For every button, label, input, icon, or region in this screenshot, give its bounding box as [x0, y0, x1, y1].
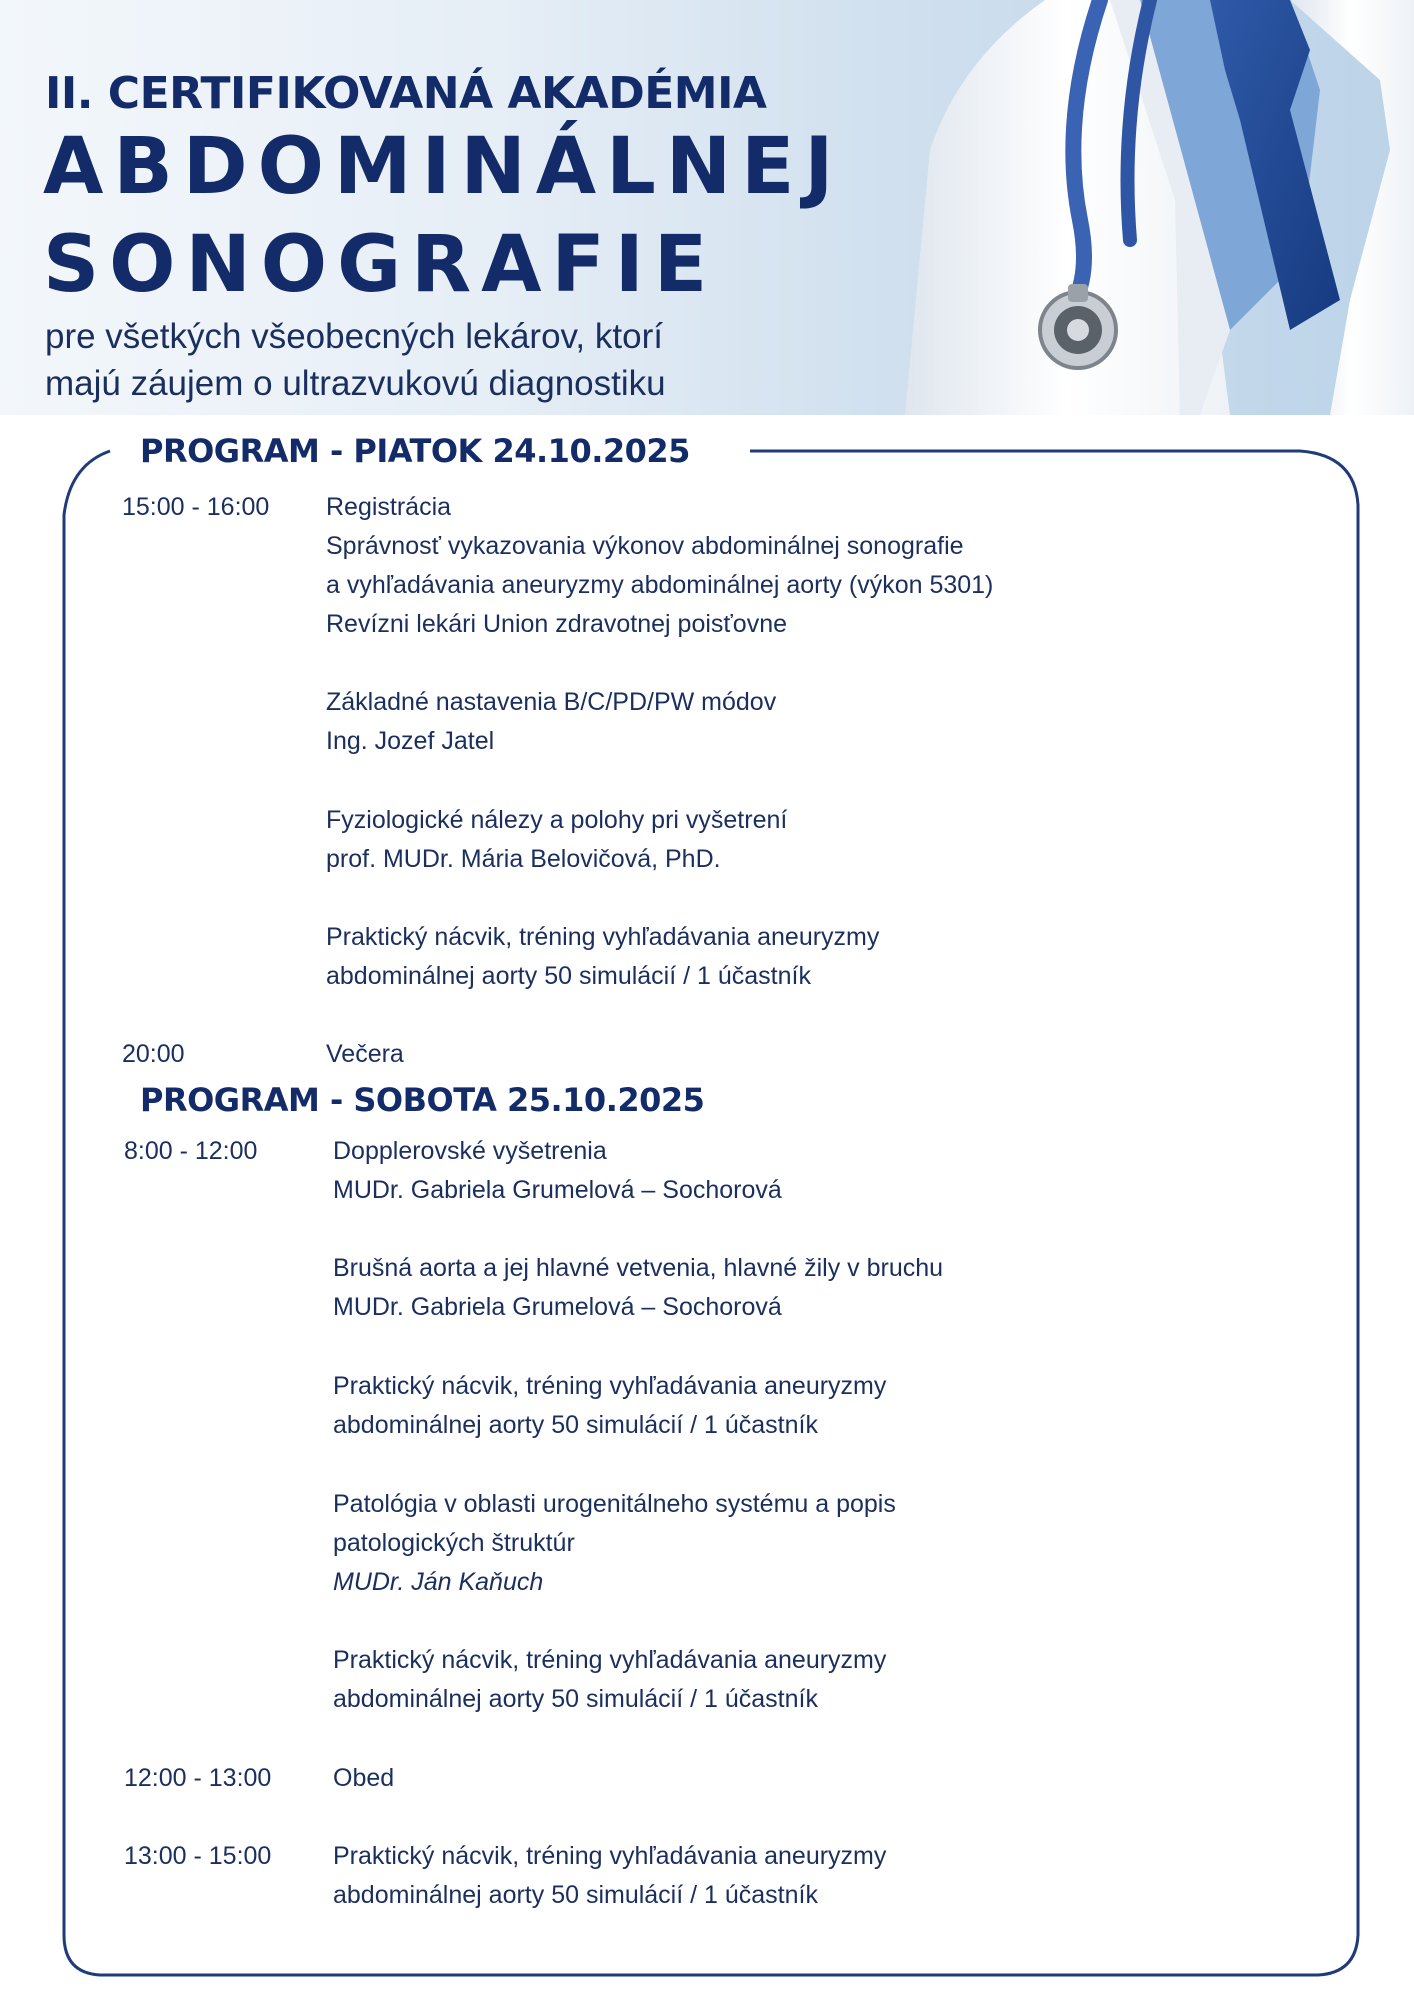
- agenda-line: Praktický nácvik, tréning vyhľadávania aneuryzmy: [333, 1842, 887, 1870]
- agenda-line: Ing. Jozef Jatel: [326, 727, 495, 755]
- friday-time-2: 20:00: [122, 1040, 185, 1068]
- agenda-line: abdominálnej aorty 50 simulácií / 1 účastník: [333, 1685, 818, 1713]
- saturday-title: PROGRAM - SOBOTA 25.10.2025: [140, 1081, 705, 1119]
- agenda-line: a vyhľadávania aneuryzmy abdominálnej aorty (výkon 5301): [326, 571, 994, 599]
- agenda-line: abdominálnej aorty 50 simulácií / 1 účastník: [326, 962, 811, 990]
- agenda-line: Registrácia: [326, 493, 452, 521]
- agenda-line: Večera: [326, 1040, 404, 1068]
- agenda-line: patologických štruktúr: [333, 1529, 575, 1557]
- friday-time-1: 15:00 - 16:00: [122, 493, 270, 521]
- title-line-3: SONOGRAFIE: [43, 220, 718, 310]
- saturday-time-1: 8:00 - 12:00: [124, 1137, 258, 1165]
- saturday-time-2: 12:00 - 13:00: [124, 1764, 272, 1792]
- agenda-line: Dopplerovské vyšetrenia: [333, 1137, 607, 1165]
- agenda-line: Praktický nácvik, tréning vyhľadávania aneuryzmy: [333, 1372, 887, 1400]
- agenda-line: MUDr. Ján Kaňuch: [333, 1568, 544, 1596]
- saturday-time-3: 13:00 - 15:00: [124, 1842, 272, 1870]
- agenda-line: Správnosť vykazovania výkonov abdominálnej sonografie: [326, 532, 964, 560]
- agenda-line: Obed: [333, 1764, 395, 1792]
- program-frame: [0, 415, 1414, 2000]
- agenda-line: Patológia v oblasti urogenitálneho systému a popis: [333, 1490, 896, 1518]
- agenda-line: Brušná aorta a jej hlavné vetvenia, hlavné žily v bruchu: [333, 1254, 944, 1282]
- agenda-line: Revízni lekári Union zdravotnej poisťovne: [326, 610, 787, 638]
- subtitle-line-2: majú záujem o ultrazvukovú diagnostiku: [45, 364, 666, 403]
- title-line-1: II. CERTIFIKOVANÁ AKADÉMIA: [45, 68, 767, 119]
- subtitle: [45, 313, 666, 407]
- subtitle-line-1: pre všetkých všeobecných lekárov, ktorí: [45, 317, 663, 356]
- header-banner: [0, 0, 1414, 415]
- agenda-line: prof. MUDr. Mária Belovičová, PhD.: [326, 845, 721, 873]
- agenda-line: abdominálnej aorty 50 simulácií / 1 účastník: [333, 1411, 818, 1439]
- agenda-line: Základné nastavenia B/C/PD/PW módov: [326, 688, 777, 716]
- agenda-line: Praktický nácvik, tréning vyhľadávania aneuryzmy: [333, 1646, 887, 1674]
- title-line-2: ABDOMINÁLNEJ: [43, 122, 844, 212]
- agenda-line: Fyziologické nálezy a polohy pri vyšetrení: [326, 806, 788, 834]
- friday-title: PROGRAM - PIATOK 24.10.2025: [140, 432, 690, 470]
- agenda-line: MUDr. Gabriela Grumelová – Sochorová: [333, 1293, 782, 1321]
- agenda-line: MUDr. Gabriela Grumelová – Sochorová: [333, 1176, 782, 1204]
- agenda-line: abdominálnej aorty 50 simulácií / 1 účastník: [333, 1881, 818, 1909]
- agenda-line: Praktický nácvik, tréning vyhľadávania aneuryzmy: [326, 923, 880, 951]
